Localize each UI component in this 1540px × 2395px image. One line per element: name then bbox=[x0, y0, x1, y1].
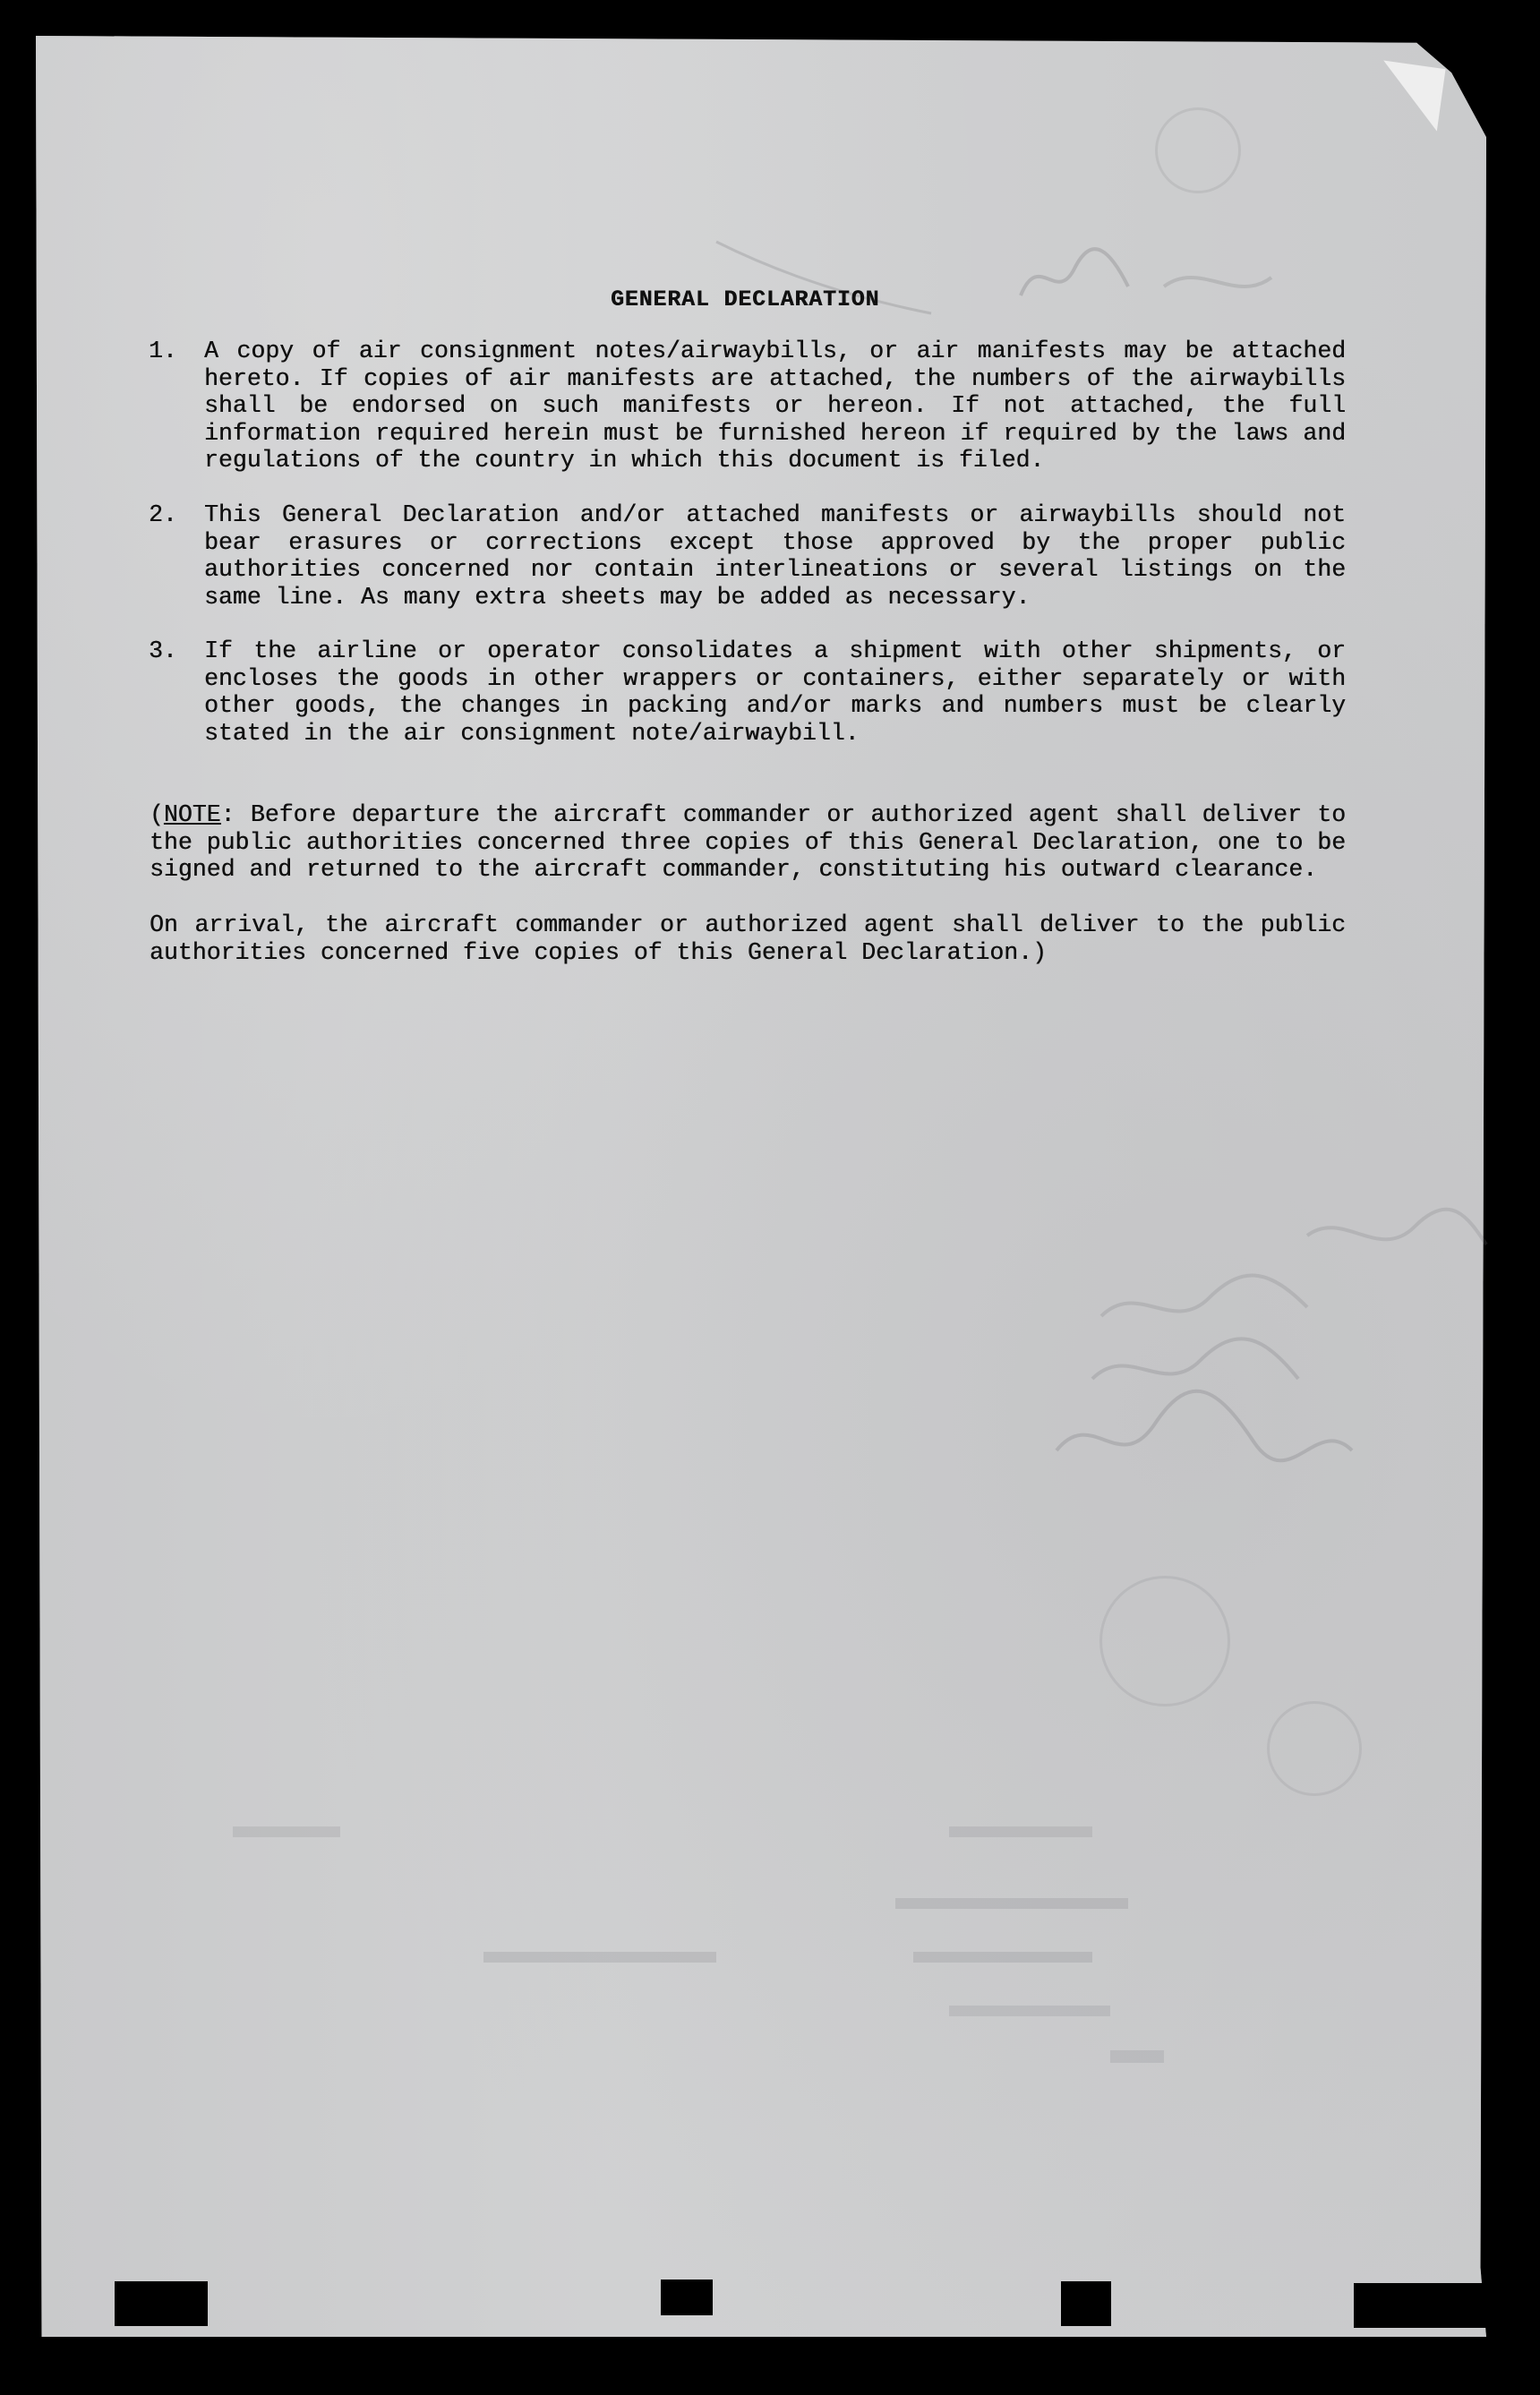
item-number: 3. bbox=[149, 637, 177, 664]
binding-tab bbox=[1354, 2283, 1488, 2328]
faint-typed-bleedthrough bbox=[215, 1809, 1379, 2077]
item-number: 2. bbox=[149, 501, 177, 528]
declaration-item-3: If the airline or operator consolidates a shipment with other shipments, or encloses the goods in other wrappers or containers, either separately or with other goods, the changes in packing and/or marks and numbers must be clearly stated in the air consignment note/airwaybill. bbox=[204, 637, 1346, 747]
faint-stamp-mark bbox=[1267, 1701, 1362, 1796]
note-label: NOTE bbox=[163, 801, 221, 828]
note-paragraph bbox=[150, 801, 1346, 884]
binding-tab bbox=[115, 2281, 208, 2326]
faint-stamp-mark bbox=[1155, 107, 1241, 193]
binding-tab bbox=[661, 2280, 713, 2315]
item-number: 1. bbox=[149, 338, 177, 364]
document-title: GENERAL DECLARATION bbox=[611, 287, 880, 312]
note-text: : Before departure the aircraft commander or authorized agent shall deliver to the public authorities concerned three copies of this General Declaration, one to be signed and returned to the aircraft commander, constituting his outward clearance. bbox=[150, 801, 1346, 884]
declaration-item-1: A copy of air consignment notes/airwaybills, or air manifests may be attached hereto. If copies of air manifests are attached, the numbers of the airwaybills shall be endorsed on such manifests or hereon. If not attached, the full information required herein must be furnished hereon if required by the laws and regulations of the country in which this document is filed. bbox=[204, 338, 1346, 475]
binding-tab bbox=[1061, 2281, 1111, 2326]
declaration-item-2: This General Declaration and/or attached manifests or airwaybills should not bear erasures or corrections except those approved by the proper public authorities concerned nor contain interlineations or several listings on the same line. As many extra sheets may be added as necessary. bbox=[204, 501, 1346, 611]
faint-handwriting-mark bbox=[1039, 1182, 1504, 1504]
folded-corner bbox=[1374, 60, 1445, 131]
note-open-paren: ( bbox=[150, 801, 164, 828]
faint-stamp-mark bbox=[1099, 1576, 1230, 1706]
arrival-paragraph: On arrival, the aircraft commander or authorized agent shall deliver to the public authorities concerned five copies of this General Declaration.) bbox=[150, 911, 1346, 966]
